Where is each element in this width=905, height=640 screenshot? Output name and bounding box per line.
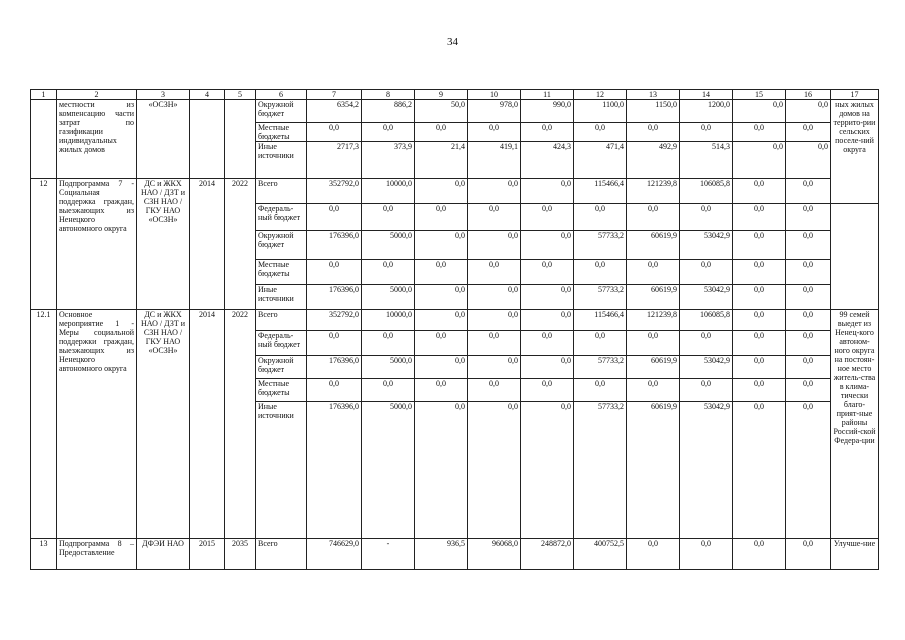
value-cell: 0,0 [733, 260, 786, 285]
header-cell: 10 [468, 90, 521, 100]
value-cell: 0,0 [786, 260, 831, 285]
value-cell: 0,0 [362, 379, 415, 402]
value-cell: 0,0 [786, 310, 831, 331]
value-cell: 0,0 [733, 356, 786, 379]
value-cell: 5000,0 [362, 231, 415, 260]
header-cell: 13 [627, 90, 680, 100]
value-cell: 0,0 [415, 179, 468, 204]
table-row [31, 100, 879, 123]
value-cell: 248872,0 [521, 539, 574, 570]
value-cell: 57733,2 [574, 285, 627, 310]
value-cell: 5000,0 [362, 285, 415, 310]
value-cell: 0,0 [415, 331, 468, 356]
value-cell: 0,0 [733, 379, 786, 402]
value-cell: 0,0 [468, 310, 521, 331]
value-cell: 492,9 [627, 142, 680, 179]
value-cell: 424,3 [521, 142, 574, 179]
value-cell: 0,0 [733, 204, 786, 231]
value-cell: 0,0 [521, 402, 574, 539]
expected-result: Улучше-ние [831, 539, 879, 570]
budget-table [30, 89, 879, 570]
table-row [31, 539, 879, 570]
funding-source: Иные источники [256, 285, 307, 310]
header-cell: 3 [137, 90, 190, 100]
header-cell: 12 [574, 90, 627, 100]
value-cell: 0,0 [733, 285, 786, 310]
table-row [31, 310, 879, 331]
header-cell: 17 [831, 90, 879, 100]
table-row [31, 179, 879, 204]
subprogram-name: Подпрограмма 8 – Предоставление [57, 539, 137, 570]
value-cell: 176396,0 [307, 285, 362, 310]
value-cell: 1150,0 [627, 100, 680, 123]
value-cell: 0,0 [733, 539, 786, 570]
end-year: 2022 [225, 310, 256, 539]
value-cell: 0,0 [627, 539, 680, 570]
value-cell: 53042,9 [680, 402, 733, 539]
value-cell: 0,0 [733, 179, 786, 204]
value-cell: 0,0 [786, 204, 831, 231]
value-cell: 0,0 [733, 402, 786, 539]
value-cell: 0,0 [680, 123, 733, 142]
value-cell: 0,0 [786, 100, 831, 123]
value-cell: 0,0 [733, 123, 786, 142]
value-cell: 0,0 [786, 539, 831, 570]
value-cell: 0,0 [627, 260, 680, 285]
header-row [31, 90, 879, 100]
value-cell: 0,0 [521, 123, 574, 142]
executor: ДС и ЖКХ НАО / ДЗТ и СЗН НАО / ГКУ НАО «ОСЗН» [137, 310, 190, 539]
value-cell: 57733,2 [574, 402, 627, 539]
value-cell: 0,0 [468, 231, 521, 260]
value-cell: 2717,3 [307, 142, 362, 179]
value-cell: 0,0 [733, 100, 786, 123]
value-cell: 0,0 [521, 260, 574, 285]
row-number: 12.1 [31, 310, 57, 539]
value-cell: 0,0 [627, 123, 680, 142]
header-cell: 15 [733, 90, 786, 100]
page-number: 34 [447, 36, 458, 48]
header-cell: 11 [521, 90, 574, 100]
value-cell: 60619,9 [627, 285, 680, 310]
value-cell: 0,0 [415, 356, 468, 379]
value-cell: 53042,9 [680, 231, 733, 260]
row-number-cell [31, 100, 57, 179]
value-cell: 0,0 [521, 179, 574, 204]
value-cell: 0,0 [680, 204, 733, 231]
end-year: 2022 [225, 179, 256, 310]
value-cell: - [362, 539, 415, 570]
value-cell: 0,0 [307, 331, 362, 356]
value-cell: 0,0 [574, 123, 627, 142]
value-cell: 0,0 [521, 204, 574, 231]
value-cell: 115466,4 [574, 310, 627, 331]
value-cell: 0,0 [362, 123, 415, 142]
funding-source: Окружной бюджет [256, 100, 307, 123]
value-cell: 0,0 [468, 285, 521, 310]
value-cell: 514,3 [680, 142, 733, 179]
value-cell: 0,0 [786, 179, 831, 204]
value-cell: 6354,2 [307, 100, 362, 123]
value-cell: 352792,0 [307, 310, 362, 331]
value-cell: 0,0 [521, 331, 574, 356]
value-cell: 0,0 [786, 356, 831, 379]
value-cell: 886,2 [362, 100, 415, 123]
value-cell: 0,0 [521, 310, 574, 331]
value-cell: 978,0 [468, 100, 521, 123]
value-cell: 0,0 [307, 379, 362, 402]
value-cell: 121239,8 [627, 179, 680, 204]
value-cell: 0,0 [307, 123, 362, 142]
end-year [225, 100, 256, 179]
value-cell: 115466,4 [574, 179, 627, 204]
value-cell: 0,0 [627, 204, 680, 231]
executor: ДФЭИ НАО [137, 539, 190, 570]
value-cell: 176396,0 [307, 231, 362, 260]
value-cell: 21,4 [415, 142, 468, 179]
value-cell: 0,0 [786, 123, 831, 142]
value-cell: 106085,8 [680, 179, 733, 204]
value-cell: 5000,0 [362, 356, 415, 379]
value-cell: 96068,0 [468, 539, 521, 570]
value-cell: 10000,0 [362, 179, 415, 204]
value-cell: 0,0 [468, 402, 521, 539]
value-cell: 5000,0 [362, 402, 415, 539]
value-cell: 0,0 [521, 285, 574, 310]
value-cell: 121239,8 [627, 310, 680, 331]
value-cell: 0,0 [362, 331, 415, 356]
funding-source: Местные бюджеты [256, 379, 307, 402]
value-cell: 746629,0 [307, 539, 362, 570]
value-cell: 0,0 [468, 331, 521, 356]
value-cell: 0,0 [415, 231, 468, 260]
start-year [190, 100, 225, 179]
value-cell: 60619,9 [627, 231, 680, 260]
value-cell: 0,0 [415, 204, 468, 231]
value-cell: 0,0 [786, 402, 831, 539]
value-cell: 0,0 [415, 260, 468, 285]
funding-source: Федераль-ный бюджет [256, 204, 307, 231]
expected-result: ных жилых домов на террито-рии сельских поселе-ний округа [831, 100, 879, 204]
expected-result: 99 семей выедет из Ненец-кого автоном-ного округа на постоян-ное место житель-ства в клима-тически благо-прият-ные районы Россий-ской Федера-ции [831, 310, 879, 539]
value-cell: 0,0 [680, 260, 733, 285]
header-cell: 1 [31, 90, 57, 100]
value-cell: 106085,8 [680, 310, 733, 331]
funding-source: Окружной бюджет [256, 231, 307, 260]
value-cell: 10000,0 [362, 310, 415, 331]
funding-source: Окружной бюджет [256, 356, 307, 379]
value-cell: 0,0 [574, 379, 627, 402]
value-cell: 0,0 [786, 379, 831, 402]
value-cell: 0,0 [574, 260, 627, 285]
value-cell: 57733,2 [574, 231, 627, 260]
value-cell: 400752,5 [574, 539, 627, 570]
value-cell: 0,0 [468, 204, 521, 231]
start-year: 2014 [190, 310, 225, 539]
value-cell: 0,0 [415, 123, 468, 142]
value-cell: 50,0 [415, 100, 468, 123]
header-cell: 7 [307, 90, 362, 100]
row-number: 12 [31, 179, 57, 310]
value-cell: 471,4 [574, 142, 627, 179]
value-cell: 990,0 [521, 100, 574, 123]
value-cell: 0,0 [786, 285, 831, 310]
value-cell: 0,0 [521, 231, 574, 260]
value-cell: 1100,0 [574, 100, 627, 123]
value-cell: 0,0 [307, 260, 362, 285]
header-cell: 4 [190, 90, 225, 100]
value-cell: 0,0 [415, 310, 468, 331]
value-cell: 0,0 [468, 379, 521, 402]
value-cell: 0,0 [521, 356, 574, 379]
value-cell: 0,0 [468, 179, 521, 204]
value-cell: 419,1 [468, 142, 521, 179]
value-cell: 0,0 [574, 204, 627, 231]
value-cell: 0,0 [733, 310, 786, 331]
value-cell: 60619,9 [627, 356, 680, 379]
value-cell: 0,0 [786, 331, 831, 356]
value-cell: 0,0 [415, 402, 468, 539]
value-cell: 53042,9 [680, 285, 733, 310]
header-cell: 6 [256, 90, 307, 100]
funding-source: Иные источники [256, 402, 307, 539]
value-cell: 0,0 [362, 260, 415, 285]
funding-source: Всего [256, 310, 307, 331]
value-cell: 0,0 [680, 539, 733, 570]
header-cell: 8 [362, 90, 415, 100]
value-cell: 53042,9 [680, 356, 733, 379]
header-cell: 5 [225, 90, 256, 100]
header-cell: 9 [415, 90, 468, 100]
subprogram-name: Подпрограмма 7 - Социальная поддержка граждан, выезжающих из Ненецкого автономного округа [57, 179, 137, 310]
value-cell: 0,0 [415, 379, 468, 402]
value-cell: 0,0 [680, 331, 733, 356]
value-cell: 936,5 [415, 539, 468, 570]
value-cell: 0,0 [680, 379, 733, 402]
row-number: 13 [31, 539, 57, 570]
value-cell: 1200,0 [680, 100, 733, 123]
funding-source: Местные бюджеты [256, 123, 307, 142]
header-cell: 2 [57, 90, 137, 100]
value-cell: 0,0 [627, 379, 680, 402]
end-year: 2035 [225, 539, 256, 570]
executor: «ОСЗН» [137, 100, 190, 179]
value-cell: 373,9 [362, 142, 415, 179]
value-cell: 176396,0 [307, 402, 362, 539]
funding-source: Иные источники [256, 142, 307, 179]
value-cell: 0,0 [733, 142, 786, 179]
value-cell: 176396,0 [307, 356, 362, 379]
value-cell: 0,0 [733, 231, 786, 260]
value-cell: 0,0 [468, 123, 521, 142]
start-year: 2014 [190, 179, 225, 310]
value-cell: 0,0 [415, 285, 468, 310]
funding-source: Федераль-ный бюджет [256, 331, 307, 356]
value-cell: 0,0 [468, 260, 521, 285]
value-cell: 352792,0 [307, 179, 362, 204]
funding-source: Всего [256, 179, 307, 204]
measure-name: местности из компенсацию части затрат по газификации индивидуальных жилых домов [57, 100, 137, 179]
value-cell: 57733,2 [574, 356, 627, 379]
funding-source: Местные бюджеты [256, 260, 307, 285]
start-year: 2015 [190, 539, 225, 570]
value-cell: 0,0 [786, 231, 831, 260]
executor: ДС и ЖКХ НАО / ДЗТ и СЗН НАО / ГКУ НАО «ОСЗН» [137, 179, 190, 310]
value-cell: 0,0 [468, 356, 521, 379]
value-cell: 60619,9 [627, 402, 680, 539]
value-cell: 0,0 [521, 379, 574, 402]
header-cell: 16 [786, 90, 831, 100]
value-cell: 0,0 [574, 331, 627, 356]
header-cell: 14 [680, 90, 733, 100]
value-cell: 0,0 [362, 204, 415, 231]
value-cell: 0,0 [627, 331, 680, 356]
measure-name: Основное мероприятие 1 - Меры социальной поддержки граждан, выезжающих из Ненецкого автономного округа [57, 310, 137, 539]
value-cell: 0,0 [307, 204, 362, 231]
funding-source: Всего [256, 539, 307, 570]
expected-result [831, 204, 879, 310]
value-cell: 0,0 [733, 331, 786, 356]
value-cell: 0,0 [786, 142, 831, 179]
